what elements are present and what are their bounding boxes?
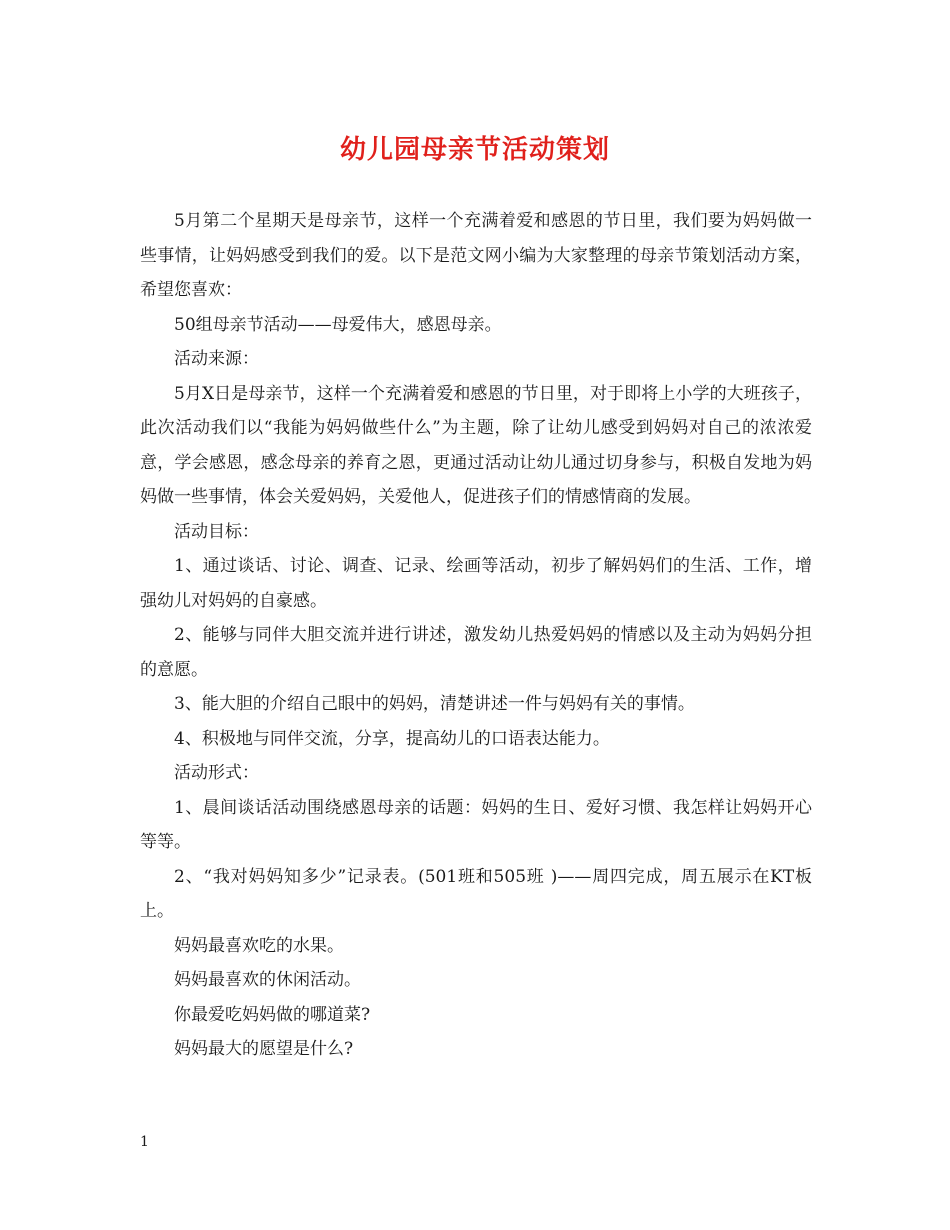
goal-item-2: 2、能够与同伴大胆交流并进行讲述，激发幼儿热爱妈妈的情感以及主动为妈妈分担的意愿。 (140, 625, 812, 680)
page-number: 1 (140, 1134, 149, 1150)
paragraph-activity-source: 5月X日是母亲节，这样一个充满着爱和感恩的节日里，对于即将上小学的大班孩子，此次活动我们以“我能为妈妈做些什么”为主题，除了让幼儿感受到妈妈对自己的浓浓爱意，学会感恩，感念母亲的养育之恩，更通过活动让幼儿通过切身参与，积极自发地为妈妈做一些事情，体会关爱妈妈，关爱他人，促进孩子们的情感情商的发展。 (140, 383, 812, 507)
question-favorite-leisure: 妈妈最喜欢的休闲活动。 (174, 970, 361, 990)
paragraph-intro: 5月第二个星期天是母亲节，这样一个充满着爱和感恩的节日里，我们要为妈妈做一些事情，让妈妈感受到我们的爱。以下是范文网小编为大家整理的母亲节策划活动方案，希望您喜欢： (140, 211, 812, 300)
heading-activity-forms: 活动形式： (174, 763, 259, 783)
paragraph-activity-name: 50组母亲节活动——母爱伟大，感恩母亲。 (174, 314, 502, 335)
document-title: 幼儿园母亲节活动策划 (339, 135, 610, 165)
heading-activity-goals: 活动目标： (174, 521, 259, 542)
form-item-1: 1、晨间谈话活动围绕感恩母亲的话题：妈妈的生日、爱好习惯、我怎样让妈妈开心等等。 (140, 797, 812, 852)
question-favorite-fruit: 妈妈最喜欢吃的水果。 (174, 935, 344, 956)
goal-item-1: 1、通过谈话、讨论、调查、记录、绘画等活动，初步了解妈妈们的生活、工作，增强幼儿对妈妈的自豪感。 (140, 556, 812, 611)
question-biggest-wish: 妈妈最大的愿望是什么? (174, 1039, 354, 1059)
question-favorite-dish: 你最爱吃妈妈做的哪道菜? (174, 1004, 371, 1025)
heading-activity-source: 活动来源： (174, 349, 259, 369)
goal-item-3: 3、能大胆的介绍自己眼中的妈妈，清楚讲述一件与妈妈有关的事情。 (174, 694, 695, 714)
goal-item-4: 4、积极地与同伴交流，分享，提高幼儿的口语表达能力。 (174, 728, 610, 749)
document-body (140, 204, 812, 1067)
form-item-2: 2、“我对妈妈知多少”记录表。(501班和505班 )——周四完成，周五展示在KT板上。 (140, 866, 812, 921)
